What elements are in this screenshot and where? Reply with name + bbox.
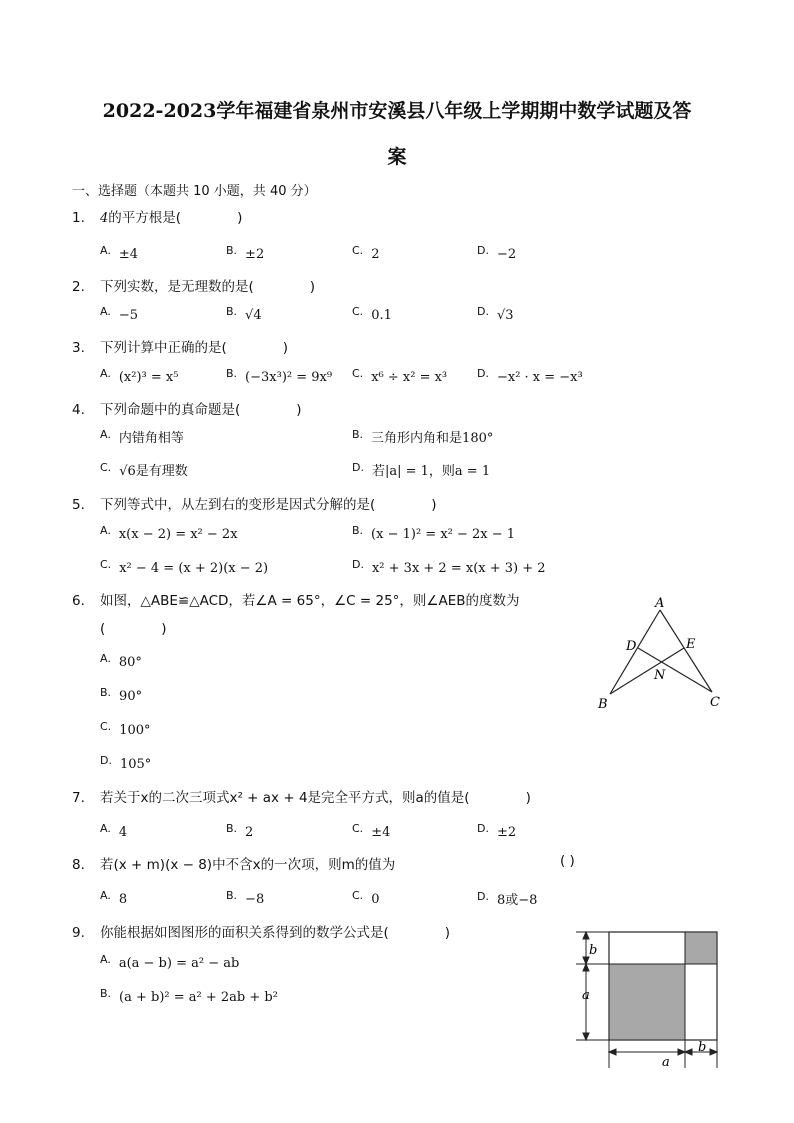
question-8: 8. 若(x + m)(x − 8)中不含x的一次项，则m的值为 [72,857,396,873]
page-title: 2022-2023学年福建省泉州市安溪县八年级上学期期中数学试题及答 [102,100,692,122]
q8-option-a[interactable]: $^{A.}$ 8 [100,889,128,907]
area-square-figure [568,924,728,1070]
label-d: D [626,639,637,654]
shaded-square-a [609,964,685,1040]
q7-option-a[interactable]: $^{A.}$ 4 [100,822,128,840]
question-4: 4. 下列命题中的真命题是( ) [72,402,302,418]
question-8-paren: ( ) [560,853,575,869]
q2-option-b[interactable]: $^{B.}$ √4 [226,305,262,323]
q8-option-b[interactable]: $^{B.}$ −8 [226,889,265,907]
q6-option-d[interactable]: $^{D.}$ 105° [100,754,152,772]
triangle-figure [592,594,732,714]
q2-option-d[interactable]: $^{D.}$ √3 [477,305,514,323]
question-7: 7. 若关于x的二次三项式x² + ax + 4是完全平方式，则a的值是( ) [72,790,531,806]
label-c: C [710,695,720,710]
section-heading: 一、选择题（本题共 10 小题，共 40 分） [72,184,317,199]
label-n: N [654,668,666,683]
shaded-square-b [685,932,717,964]
q9-option-a[interactable]: $^{A.}$ a(a − b) = a² − ab [100,953,240,971]
label-b-bottom: b [698,1040,707,1055]
q1-option-a[interactable]: $^{A.}$ ±4 [100,244,138,262]
q5-option-d[interactable]: $^{D.}$ x² + 3x + 2 = x(x + 3) + 2 [352,558,546,576]
question-1: 1. 4的平方根是( ) [72,210,243,226]
segment-be [610,648,684,694]
q1-option-b[interactable]: $^{B.}$ ±2 [226,244,265,262]
label-a: A [655,596,665,611]
q4-option-a[interactable]: $^{A.}$ 内错角相等 [100,428,184,446]
q2-option-a[interactable]: $^{A.}$ −5 [100,305,138,323]
question-9: 9. 你能根据如图图形的面积关系得到的数学公式是( ) [72,925,451,941]
q1-option-d[interactable]: $^{D.}$ −2 [477,244,517,262]
q9-option-b[interactable]: $^{B.}$ (a + b)² = a² + 2ab + b² [100,987,278,1005]
label-a-left: a [582,988,590,1003]
label-b: B [598,697,608,712]
q3-option-d[interactable]: $^{D.}$ −x² · x = −x³ [477,367,583,385]
page-title-continued: 案 [387,146,407,168]
q6-option-b[interactable]: $^{B.}$ 90° [100,686,143,704]
q6-option-a[interactable]: $^{A.}$ 80° [100,652,142,670]
q1-option-c[interactable]: $^{C.}$ 2 [352,244,380,262]
q5-option-a[interactable]: $^{A.}$ x(x − 2) = x² − 2x [100,524,238,542]
label-b-left: b [589,943,598,958]
q6-option-c[interactable]: $^{C.}$ 100° [100,720,151,738]
q7-option-c[interactable]: $^{C.}$ ±4 [352,822,391,840]
q4-option-b[interactable]: $^{B.}$ 三角形内角和是180° [352,428,494,446]
label-e: E [686,637,696,652]
q5-option-c[interactable]: $^{C.}$ x² − 4 = (x + 2)(x − 2) [100,558,269,576]
q4-option-d[interactable]: $^{D.}$ 若|a| = 1，则a = 1 [352,461,491,479]
q7-option-b[interactable]: $^{B.}$ 2 [226,822,254,840]
label-a-bottom: a [662,1055,670,1070]
question-6-paren: ( ) [100,621,167,637]
question-2: 2. 下列实数，是无理数的是( ) [72,279,316,295]
q3-option-b[interactable]: $^{B.}$ (−3x³)² = 9x⁹ [226,367,333,385]
question-3: 3. 下列计算中正确的是( ) [72,340,289,356]
q3-option-c[interactable]: $^{C.}$ x⁶ ÷ x² = x³ [352,367,448,385]
question-5: 5. 下列等式中，从左到右的变形是因式分解的是( ) [72,497,437,513]
q7-option-d[interactable]: $^{D.}$ ±2 [477,822,517,840]
q8-option-c[interactable]: $^{C.}$ 0 [352,889,380,907]
question-6: 6. 如图，△ABE≌△ACD，若∠A = 65°，∠C = 25°，则∠AEB的度数为 [72,593,520,609]
q3-option-a[interactable]: $^{A.}$ (x²)³ = x⁵ [100,367,179,385]
q8-option-d[interactable]: $^{D.}$ 8或−8 [477,890,538,908]
q2-option-c[interactable]: $^{C.}$ 0.1 [352,305,392,323]
q5-option-b[interactable]: $^{B.}$ (x − 1)² = x² − 2x − 1 [352,524,516,542]
q4-option-c[interactable]: $^{C.}$ √6是有理数 [100,461,188,479]
